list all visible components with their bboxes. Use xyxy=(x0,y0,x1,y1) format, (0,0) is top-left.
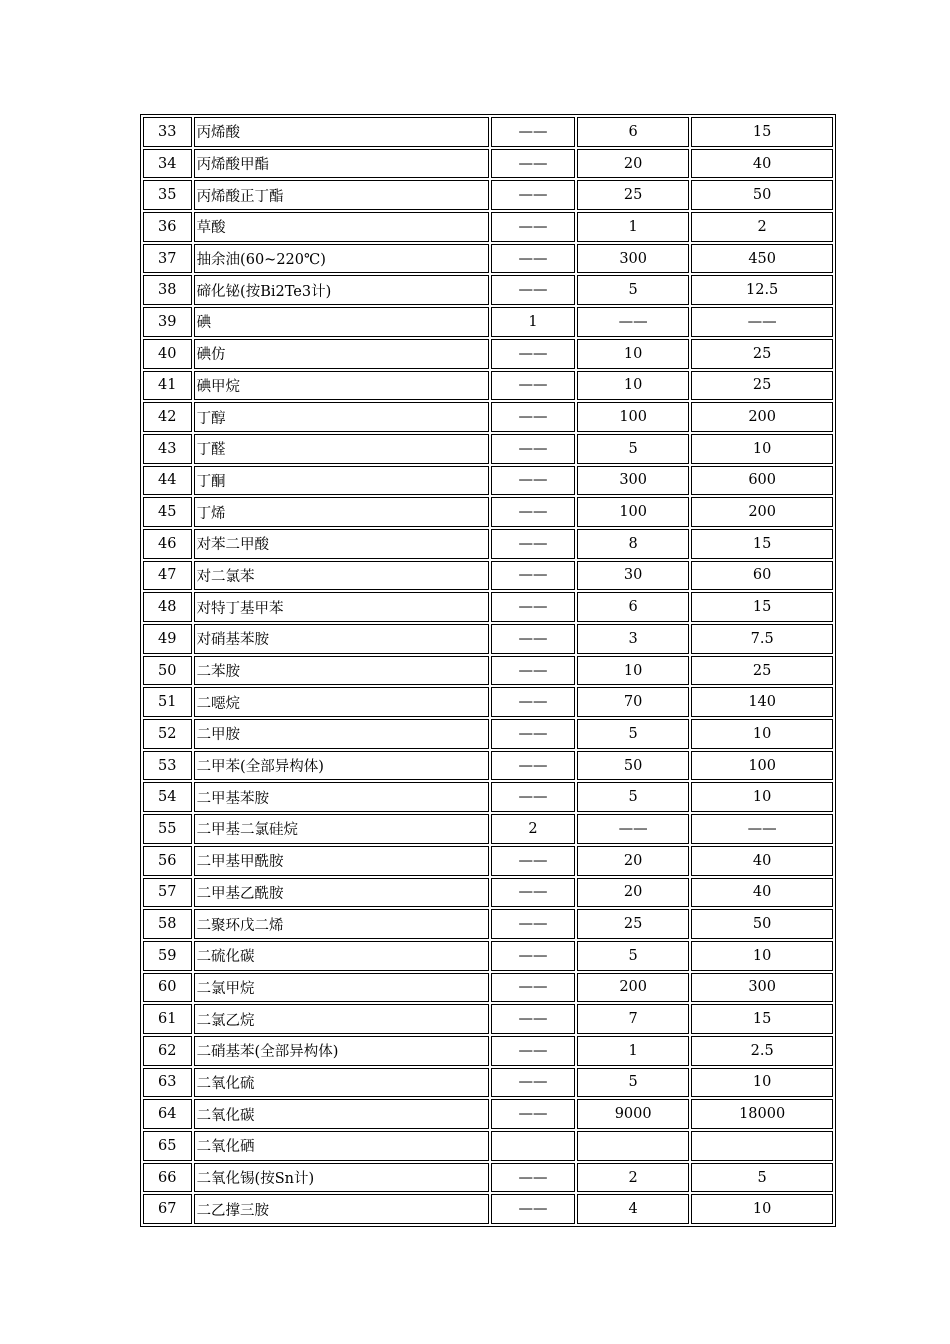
table-row xyxy=(143,1004,833,1034)
cell-pc-stel: 10 xyxy=(691,719,833,749)
cell-number: 36 xyxy=(143,212,192,242)
cell-pc-stel: 600 xyxy=(691,466,833,496)
cell-substance-name: 对特丁基甲苯 xyxy=(194,592,489,622)
cell-pc-twa: 4 xyxy=(577,1194,689,1224)
cell-mac: —— xyxy=(491,371,575,401)
cell-number: 60 xyxy=(143,973,192,1003)
table-row xyxy=(143,656,833,686)
cell-substance-name: 碲化铋(按Bi2Te3计) xyxy=(194,275,489,305)
cell-mac: —— xyxy=(491,878,575,908)
cell-number: 64 xyxy=(143,1099,192,1129)
cell-number: 40 xyxy=(143,339,192,369)
cell-substance-name: 草酸 xyxy=(194,212,489,242)
cell-pc-twa: 20 xyxy=(577,846,689,876)
cell-substance-name: 二甲基乙酰胺 xyxy=(194,878,489,908)
table-row xyxy=(143,561,833,591)
table-row xyxy=(143,782,833,812)
cell-mac: —— xyxy=(491,846,575,876)
cell-number: 43 xyxy=(143,434,192,464)
cell-pc-twa: 200 xyxy=(577,973,689,1003)
table-row xyxy=(143,402,833,432)
cell-pc-twa: 7 xyxy=(577,1004,689,1034)
cell-substance-name: 二乙撑三胺 xyxy=(194,1194,489,1224)
table-row xyxy=(143,1036,833,1066)
cell-mac: —— xyxy=(491,1004,575,1034)
cell-substance-name: 丙烯酸甲酯 xyxy=(194,149,489,179)
exposure-limits-table xyxy=(140,114,836,1227)
cell-substance-name: 二硝基苯(全部异构体) xyxy=(194,1036,489,1066)
cell-mac: —— xyxy=(491,117,575,147)
cell-number: 38 xyxy=(143,275,192,305)
cell-pc-twa: —— xyxy=(577,814,689,844)
cell-substance-name: 丙烯酸 xyxy=(194,117,489,147)
cell-number: 65 xyxy=(143,1131,192,1161)
cell-substance-name: 丁醛 xyxy=(194,434,489,464)
cell-substance-name: 对苯二甲酸 xyxy=(194,529,489,559)
cell-substance-name: 丁烯 xyxy=(194,497,489,527)
cell-pc-twa: 1 xyxy=(577,1036,689,1066)
cell-pc-twa: 70 xyxy=(577,687,689,717)
cell-pc-stel: 50 xyxy=(691,909,833,939)
cell-substance-name: 碘仿 xyxy=(194,339,489,369)
cell-mac: —— xyxy=(491,1068,575,1098)
cell-number: 49 xyxy=(143,624,192,654)
cell-number: 47 xyxy=(143,561,192,591)
cell-mac: —— xyxy=(491,1036,575,1066)
cell-pc-twa: 5 xyxy=(577,782,689,812)
cell-mac: —— xyxy=(491,941,575,971)
cell-mac: —— xyxy=(491,656,575,686)
cell-substance-name: 丁酮 xyxy=(194,466,489,496)
cell-number: 67 xyxy=(143,1194,192,1224)
cell-pc-twa: 8 xyxy=(577,529,689,559)
cell-number: 57 xyxy=(143,878,192,908)
cell-substance-name: 二苯胺 xyxy=(194,656,489,686)
cell-number: 66 xyxy=(143,1163,192,1193)
table-row xyxy=(143,624,833,654)
cell-number: 59 xyxy=(143,941,192,971)
cell-mac: —— xyxy=(491,719,575,749)
cell-pc-twa: 25 xyxy=(577,909,689,939)
cell-pc-twa: 10 xyxy=(577,339,689,369)
cell-pc-stel: 60 xyxy=(691,561,833,591)
cell-mac: —— xyxy=(491,592,575,622)
cell-number: 50 xyxy=(143,656,192,686)
cell-mac: —— xyxy=(491,212,575,242)
cell-number: 35 xyxy=(143,180,192,210)
table-row xyxy=(143,719,833,749)
cell-number: 62 xyxy=(143,1036,192,1066)
cell-number: 63 xyxy=(143,1068,192,1098)
cell-mac: —— xyxy=(491,973,575,1003)
cell-pc-twa: 5 xyxy=(577,275,689,305)
cell-mac: 1 xyxy=(491,307,575,337)
table-body xyxy=(143,117,833,1224)
cell-pc-stel: 50 xyxy=(691,180,833,210)
table-row xyxy=(143,973,833,1003)
cell-pc-stel: —— xyxy=(691,814,833,844)
cell-substance-name: 二氧化碳 xyxy=(194,1099,489,1129)
cell-substance-name: 二氧化硒 xyxy=(194,1131,489,1161)
cell-mac xyxy=(491,1131,575,1161)
cell-number: 56 xyxy=(143,846,192,876)
cell-pc-twa: 9000 xyxy=(577,1099,689,1129)
cell-pc-twa xyxy=(577,1131,689,1161)
cell-pc-twa: 2 xyxy=(577,1163,689,1193)
cell-pc-twa: 1 xyxy=(577,212,689,242)
cell-substance-name: 二氧化锡(按Sn计) xyxy=(194,1163,489,1193)
cell-pc-twa: 5 xyxy=(577,434,689,464)
cell-pc-stel: 25 xyxy=(691,371,833,401)
cell-number: 45 xyxy=(143,497,192,527)
cell-substance-name: 二聚环戊二烯 xyxy=(194,909,489,939)
cell-pc-twa: 20 xyxy=(577,149,689,179)
table-row xyxy=(143,529,833,559)
table-row xyxy=(143,941,833,971)
cell-pc-stel: 18000 xyxy=(691,1099,833,1129)
cell-pc-stel: 15 xyxy=(691,1004,833,1034)
cell-pc-twa: 10 xyxy=(577,656,689,686)
table-row xyxy=(143,687,833,717)
cell-pc-stel: 200 xyxy=(691,402,833,432)
cell-pc-twa: 3 xyxy=(577,624,689,654)
cell-mac: —— xyxy=(491,339,575,369)
cell-mac: —— xyxy=(491,561,575,591)
cell-pc-twa: 6 xyxy=(577,592,689,622)
cell-mac: —— xyxy=(491,466,575,496)
cell-number: 41 xyxy=(143,371,192,401)
table-row xyxy=(143,434,833,464)
cell-mac: —— xyxy=(491,1194,575,1224)
cell-substance-name: 二硫化碳 xyxy=(194,941,489,971)
cell-pc-twa: 6 xyxy=(577,117,689,147)
cell-substance-name: 二氯乙烷 xyxy=(194,1004,489,1034)
cell-substance-name: 二氧化硫 xyxy=(194,1068,489,1098)
cell-pc-stel: 5 xyxy=(691,1163,833,1193)
cell-substance-name: 二甲基二氯硅烷 xyxy=(194,814,489,844)
table-row xyxy=(143,275,833,305)
cell-mac: —— xyxy=(491,782,575,812)
cell-pc-twa: 30 xyxy=(577,561,689,591)
cell-mac: —— xyxy=(491,497,575,527)
cell-pc-stel: 100 xyxy=(691,751,833,781)
table-row xyxy=(143,909,833,939)
cell-pc-stel: 2.5 xyxy=(691,1036,833,1066)
cell-mac: —— xyxy=(491,402,575,432)
cell-pc-stel: 40 xyxy=(691,846,833,876)
table-row xyxy=(143,466,833,496)
cell-mac: —— xyxy=(491,275,575,305)
cell-number: 61 xyxy=(143,1004,192,1034)
table-row xyxy=(143,117,833,147)
cell-number: 46 xyxy=(143,529,192,559)
table-row xyxy=(143,339,833,369)
cell-substance-name: 二氯甲烷 xyxy=(194,973,489,1003)
table-row xyxy=(143,1131,833,1161)
cell-pc-stel: 140 xyxy=(691,687,833,717)
cell-substance-name: 二甲苯(全部异构体) xyxy=(194,751,489,781)
cell-number: 51 xyxy=(143,687,192,717)
table-row xyxy=(143,1194,833,1224)
cell-mac: —— xyxy=(491,687,575,717)
cell-substance-name: 二甲基苯胺 xyxy=(194,782,489,812)
cell-mac: —— xyxy=(491,624,575,654)
cell-number: 52 xyxy=(143,719,192,749)
cell-pc-stel: 15 xyxy=(691,529,833,559)
cell-substance-name: 碘 xyxy=(194,307,489,337)
table-row xyxy=(143,244,833,274)
cell-substance-name: 碘甲烷 xyxy=(194,371,489,401)
cell-mac: —— xyxy=(491,434,575,464)
cell-mac: —— xyxy=(491,1163,575,1193)
table-row xyxy=(143,371,833,401)
cell-mac: 2 xyxy=(491,814,575,844)
cell-pc-stel xyxy=(691,1131,833,1161)
cell-substance-name: 二噁烷 xyxy=(194,687,489,717)
table-row xyxy=(143,878,833,908)
cell-pc-stel: 7.5 xyxy=(691,624,833,654)
cell-mac: —— xyxy=(491,180,575,210)
cell-substance-name: 二甲基甲酰胺 xyxy=(194,846,489,876)
cell-substance-name: 对硝基苯胺 xyxy=(194,624,489,654)
cell-number: 55 xyxy=(143,814,192,844)
cell-substance-name: 对二氯苯 xyxy=(194,561,489,591)
cell-pc-stel: 15 xyxy=(691,592,833,622)
cell-number: 54 xyxy=(143,782,192,812)
cell-substance-name: 二甲胺 xyxy=(194,719,489,749)
table-row xyxy=(143,751,833,781)
table-row xyxy=(143,592,833,622)
cell-pc-twa: 5 xyxy=(577,941,689,971)
cell-pc-twa: 5 xyxy=(577,1068,689,1098)
cell-pc-stel: 10 xyxy=(691,434,833,464)
cell-mac: —— xyxy=(491,909,575,939)
cell-substance-name: 丙烯酸正丁酯 xyxy=(194,180,489,210)
cell-pc-stel: 10 xyxy=(691,1068,833,1098)
table-row xyxy=(143,212,833,242)
cell-pc-stel: 10 xyxy=(691,1194,833,1224)
cell-number: 33 xyxy=(143,117,192,147)
table-row xyxy=(143,1099,833,1129)
cell-number: 48 xyxy=(143,592,192,622)
cell-pc-twa: 50 xyxy=(577,751,689,781)
cell-mac: —— xyxy=(491,244,575,274)
cell-mac: —— xyxy=(491,751,575,781)
table-row xyxy=(143,1068,833,1098)
cell-pc-twa: 10 xyxy=(577,371,689,401)
cell-pc-twa: 5 xyxy=(577,719,689,749)
cell-pc-twa: 100 xyxy=(577,497,689,527)
cell-mac: —— xyxy=(491,529,575,559)
cell-pc-stel: 40 xyxy=(691,149,833,179)
table-row xyxy=(143,846,833,876)
cell-pc-twa: 300 xyxy=(577,244,689,274)
cell-pc-twa: 20 xyxy=(577,878,689,908)
cell-number: 42 xyxy=(143,402,192,432)
cell-pc-stel: 2 xyxy=(691,212,833,242)
table-row xyxy=(143,180,833,210)
cell-mac: —— xyxy=(491,149,575,179)
cell-pc-twa: —— xyxy=(577,307,689,337)
cell-number: 37 xyxy=(143,244,192,274)
cell-number: 58 xyxy=(143,909,192,939)
cell-pc-stel: 300 xyxy=(691,973,833,1003)
cell-pc-stel: —— xyxy=(691,307,833,337)
cell-pc-stel: 15 xyxy=(691,117,833,147)
cell-pc-stel: 25 xyxy=(691,339,833,369)
cell-pc-stel: 10 xyxy=(691,782,833,812)
cell-number: 53 xyxy=(143,751,192,781)
cell-number: 44 xyxy=(143,466,192,496)
table-row xyxy=(143,814,833,844)
cell-number: 39 xyxy=(143,307,192,337)
cell-pc-twa: 25 xyxy=(577,180,689,210)
table-row xyxy=(143,1163,833,1193)
cell-number: 34 xyxy=(143,149,192,179)
cell-substance-name: 抽余油(60~220℃) xyxy=(194,244,489,274)
table-row xyxy=(143,149,833,179)
cell-pc-stel: 10 xyxy=(691,941,833,971)
cell-pc-stel: 40 xyxy=(691,878,833,908)
cell-pc-stel: 12.5 xyxy=(691,275,833,305)
cell-substance-name: 丁醇 xyxy=(194,402,489,432)
table-row xyxy=(143,307,833,337)
cell-pc-twa: 300 xyxy=(577,466,689,496)
cell-pc-stel: 450 xyxy=(691,244,833,274)
cell-pc-stel: 200 xyxy=(691,497,833,527)
table-row xyxy=(143,497,833,527)
cell-pc-stel: 25 xyxy=(691,656,833,686)
cell-mac: —— xyxy=(491,1099,575,1129)
cell-pc-twa: 100 xyxy=(577,402,689,432)
